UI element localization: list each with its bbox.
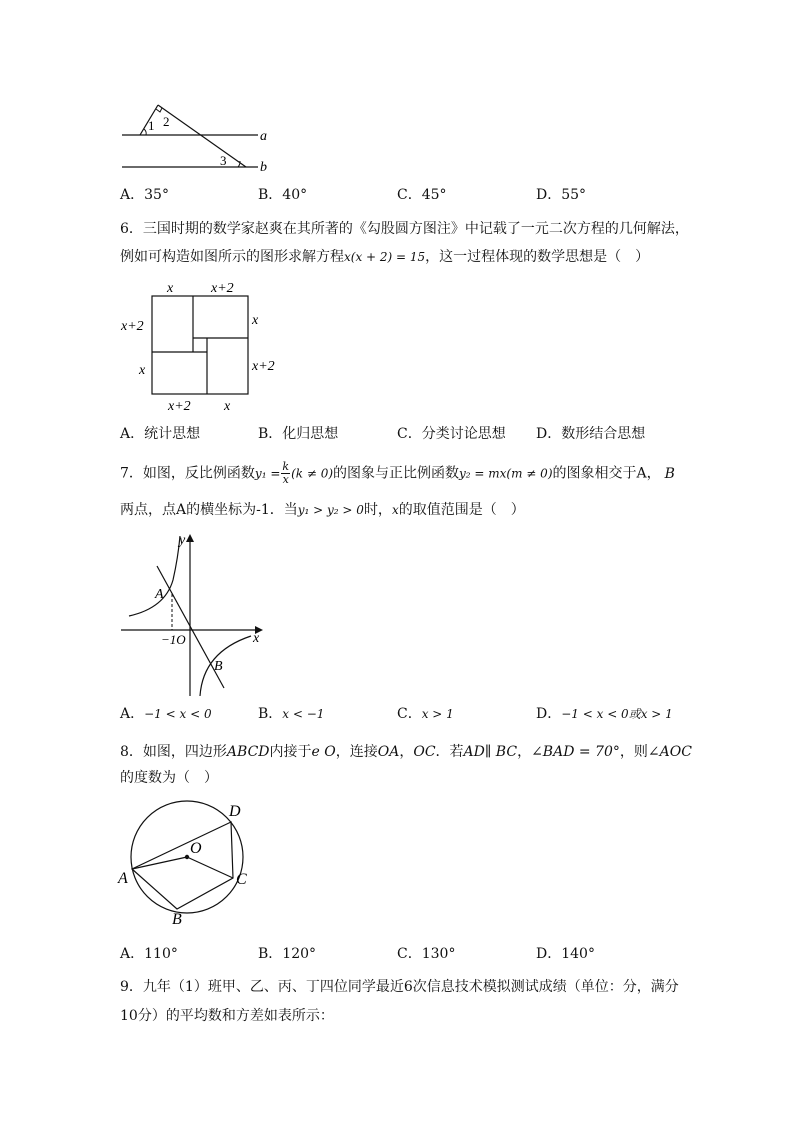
q8-point-a: A — [118, 870, 128, 887]
q8-option-c[interactable]: C．130° — [397, 946, 456, 962]
q7-line-1: 7．如图，反比例函数y₁ = $\frac{k}{x}$ (k ≠ 0)的图象与正比例函数y₂ = mx(m ≠ 0)的图象相交于A， B — [120, 460, 675, 486]
q7-point-b: B — [214, 659, 223, 674]
q6-label-top-left: x — [167, 281, 174, 296]
line-b-label: b — [260, 160, 267, 175]
q6-label-left-top: x+2 — [121, 319, 144, 334]
q8-option-b[interactable]: B．120° — [258, 946, 317, 962]
q7-option-c[interactable]: C．x > 1 — [397, 706, 454, 722]
q6-label-top-right: x+2 — [211, 281, 234, 296]
q8-option-d[interactable]: D．140° — [536, 946, 595, 962]
angle-2-label: 2 — [163, 114, 170, 129]
q7-point-a: A — [155, 587, 164, 602]
line-a-label: a — [260, 129, 267, 144]
q8-line-2: 的度数为（ ） — [120, 770, 218, 786]
q6-label-right-top: x — [252, 313, 259, 328]
q5-option-b[interactable]: B．40° — [258, 187, 308, 203]
q5-option-c[interactable]: C．45° — [397, 187, 447, 203]
q9-line-2: 10分）的平均数和方差如表所示： — [120, 1008, 334, 1024]
q8-option-a[interactable]: A．110° — [120, 946, 178, 962]
q6-option-b[interactable]: B．化归思想 — [258, 426, 339, 442]
q5-figure — [110, 95, 280, 175]
angle-3-label: 3 — [220, 153, 227, 168]
q8-point-d: D — [229, 803, 241, 820]
q7-option-d[interactable]: D．−1 < x < 0或x > 1 — [536, 706, 673, 722]
q6-figure — [115, 278, 290, 416]
q7-fraction: $\frac{k}{x}$ — [282, 460, 290, 486]
q8-figure — [112, 796, 262, 932]
q7-x-axis-label: x — [253, 631, 260, 646]
q8-point-b: B — [172, 911, 182, 928]
q7-option-a[interactable]: A．−1 < x < 0 — [120, 706, 212, 722]
q7-y-axis-label: y — [179, 533, 186, 548]
q6-label-right-bottom: x+2 — [252, 359, 275, 374]
q6-option-c[interactable]: C．分类讨论思想 — [397, 426, 506, 442]
q7-figure — [115, 528, 275, 700]
q7-line-2: 两点，点A的横坐标为-1．当y₁ > y₂ > 0时，x的取值范围是（ ） — [120, 502, 525, 518]
q6-option-d[interactable]: D．数形结合思想 — [536, 426, 646, 442]
q8-center-o: O — [190, 840, 202, 857]
q6-option-a[interactable]: A．统计思想 — [120, 426, 201, 442]
q5-option-a[interactable]: A．35° — [120, 187, 169, 203]
q6-equation: x(x + 2) = 15 — [344, 250, 426, 264]
angle-1-label: 1 — [148, 118, 155, 133]
q7-y1: y₁ = — [254, 466, 281, 481]
q5-option-d[interactable]: D．55° — [536, 187, 587, 203]
q6-line-1: 6．三国时期的数学家赵爽在其所著的《勾股圆方图注》中记载了一元二次方程的几何解法， — [120, 221, 689, 237]
q6-label-bottom-left: x+2 — [168, 399, 191, 414]
q8-point-c: C — [236, 871, 247, 888]
q6-label-bottom-right: x — [224, 399, 231, 414]
q6-label-left-bottom: x — [139, 363, 146, 378]
q7-option-b[interactable]: B．x < −1 — [258, 706, 325, 722]
q7-neg-one-origin: −1O — [161, 632, 186, 647]
q7-y2: y₂ = mx(m ≠ 0) — [459, 466, 553, 481]
q8-line-1: 8．如图，四边形ABCD内接于e O，连接OA，OC．若AD∥ BC，∠BAD = 70°，则∠AOC — [120, 744, 692, 760]
q9-line-1: 9．九年（1）班甲、乙、丙、丁四位同学最近6次信息技术模拟测试成绩（单位：分，满分 — [120, 979, 679, 995]
q6-line-2: 例如可构造如图所示的图形求解方程x(x + 2) = 15，这一过程体现的数学思想是（ ） — [120, 249, 650, 265]
